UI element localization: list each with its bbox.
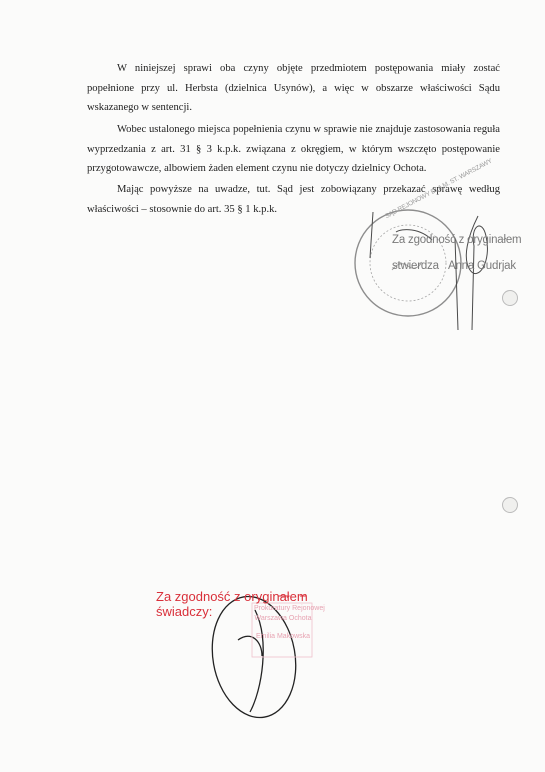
paragraph-2: Wobec ustalonego miejsca popełnienia czynu w sprawie nie znajduje zastosowania reguła wyprzedzania z art. 31 § 3 k.p.k. związana z okręgiem, w którym wszczęto postępowanie przygotowawcze, albowiem żaden element czynu nie dotyczy dzielnicy Ochota.	[87, 124, 500, 174]
pink-stamp-line-1: Prokuratury Rejonowej	[254, 605, 325, 612]
certification-line-2: stwierdza	[392, 260, 439, 272]
red-stamp-line-2: świadczy:	[156, 604, 213, 619]
pink-stamp-line-3: Emilia Makowska	[255, 633, 311, 640]
red-stamp-line-1: Za zgodność z oryginałem	[156, 589, 308, 604]
certification-line-1: Za zgodność z oryginałem	[392, 234, 522, 246]
certification-signatory: Anna Gudrjak	[448, 260, 516, 272]
pink-stamp-line-2: Warszawa Ochota	[254, 615, 312, 622]
court-seal-text: SĄD REJONOWY DLA M. ST. WARSZAWY	[384, 157, 494, 221]
paragraph-1: W niniejszej sprawi oba czyny objęte przedmiotem postępowania miały zostać popełnione przy ul. Herbsta (dzielnica Usynów), a więc w obszarze właściwości Sądu wskazanego w sentencji.	[87, 63, 500, 113]
paragraph-3: Mając powyższe na uwadze, tut. Sąd jest zobowiązany przekazać sprawę według właściwości – stosownie do art. 35 § 1 k.p.k.	[87, 184, 500, 215]
